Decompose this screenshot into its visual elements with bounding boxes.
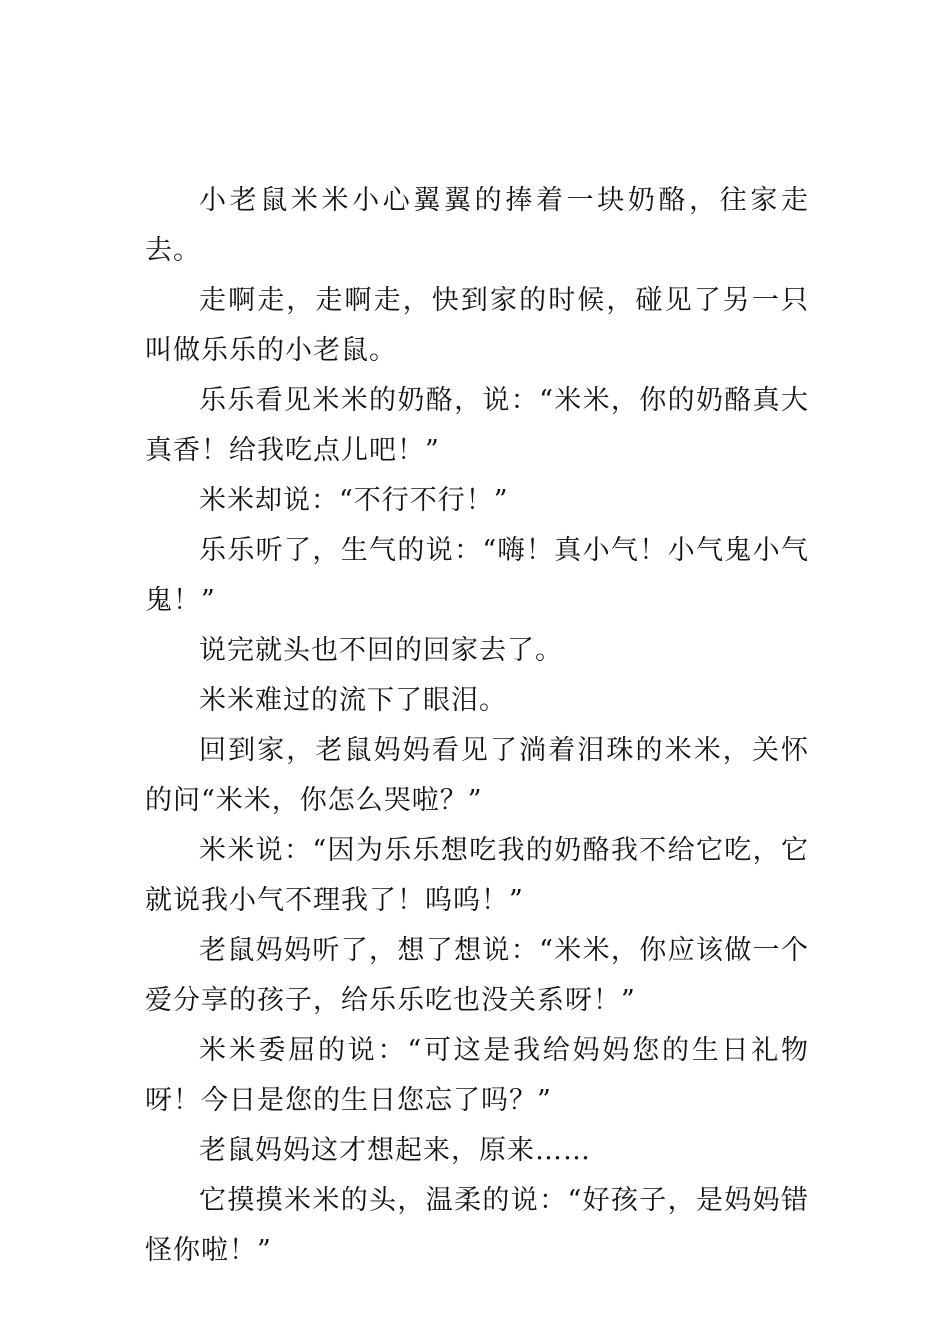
paragraph: 米米委屈的说：“可这是我给妈妈您的生日礼物呀！今日是您的生日您忘了吗？” <box>145 1035 809 1116</box>
paragraph: 米米说：“因为乐乐想吃我的奶酪我不给它吃，它就说我小气不理我了！呜呜！” <box>145 835 809 916</box>
paragraph: 走啊走，走啊走，快到家的时候，碰见了另一只叫做乐乐的小老鼠。 <box>145 285 809 366</box>
paragraph: 小老鼠米米小心翼翼的捧着一块奶酪，往家走去。 <box>145 185 809 266</box>
paragraph: 乐乐听了，生气的说：“嗨！真小气！小气鬼小气鬼！” <box>145 535 809 616</box>
paragraph: 回到家，老鼠妈妈看见了淌着泪珠的米米，关怀的问“米米，你怎么哭啦？” <box>145 735 809 816</box>
paragraph: 它摸摸米米的头，温柔的说：“好孩子，是妈妈错怪你啦！” <box>145 1185 809 1266</box>
story-body <box>145 176 809 1276</box>
paragraph: 米米却说：“不行不行！” <box>199 485 509 516</box>
paragraph: 老鼠妈妈这才想起来，原来…… <box>199 1135 591 1166</box>
paragraph: 老鼠妈妈听了，想了想说：“米米，你应该做一个爱分享的孩子，给乐乐吃也没关系呀！” <box>145 935 809 1016</box>
paragraph: 乐乐看见米米的奶酪，说：“米米，你的奶酪真大真香！给我吃点儿吧！” <box>145 385 809 466</box>
paragraph: 说完就头也不回的回家去了。 <box>199 635 563 666</box>
paragraph: 米米难过的流下了眼泪。 <box>199 685 507 716</box>
